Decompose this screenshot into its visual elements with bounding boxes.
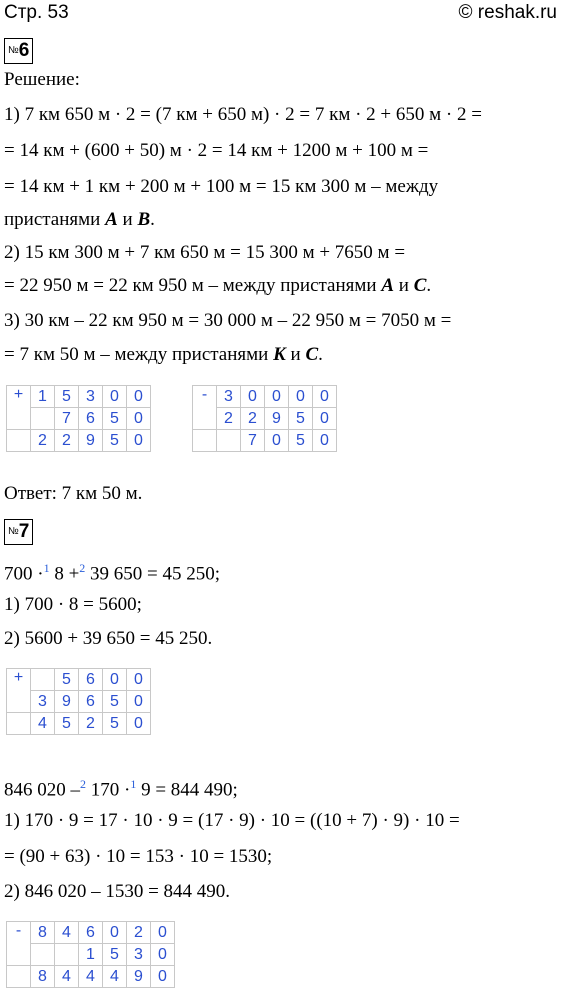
digit-cell: 8 bbox=[31, 966, 55, 988]
digit-cell bbox=[193, 430, 217, 452]
digit-cell: 0 bbox=[103, 922, 127, 944]
operator-plus: + bbox=[7, 386, 31, 430]
digit-cell: 1 bbox=[31, 386, 55, 408]
digit-cell: 0 bbox=[127, 669, 151, 691]
task6-line-6 bbox=[4, 274, 431, 298]
digit-cell: 5 bbox=[103, 713, 127, 735]
text: 9 = 844 490; bbox=[136, 779, 238, 801]
task-7-number-value: 7 bbox=[18, 521, 30, 542]
text: . bbox=[318, 344, 323, 365]
text: 170 · bbox=[86, 779, 131, 801]
digit-cell: 0 bbox=[265, 386, 289, 408]
task7-expression-2 bbox=[4, 772, 238, 802]
digit-cell: 7 bbox=[55, 408, 79, 430]
digit-cell: 4 bbox=[31, 713, 55, 735]
order-mark: 2 bbox=[79, 561, 86, 575]
task6-line-3: = 14 км + 1 км + 200 м + 100 м = 15 км 300 м – между bbox=[4, 176, 439, 197]
task6-line-8 bbox=[4, 343, 323, 367]
digit-cell: 0 bbox=[127, 430, 151, 452]
task6-line-7: 3) 30 км – 22 км 950 м = 30 000 м – 22 950 м = 7050 м = bbox=[4, 310, 452, 331]
text: и bbox=[117, 209, 138, 230]
text: 39 650 = 45 250; bbox=[85, 563, 221, 585]
digit-cell: 4 bbox=[79, 966, 103, 988]
digit-cell: 6 bbox=[79, 922, 103, 944]
task6-line-2: = 14 км + (600 + 50) м · 2 = 14 км + 1200 м + 100 м = bbox=[4, 140, 429, 161]
digit-cell: 0 bbox=[103, 669, 127, 691]
digit-cell: 5 bbox=[103, 430, 127, 452]
digit-cell: 4 bbox=[55, 966, 79, 988]
text: и bbox=[285, 344, 306, 365]
text: 846 020 – bbox=[4, 779, 80, 801]
digit-cell: 5 bbox=[103, 408, 127, 430]
subtraction-grid-task6 bbox=[192, 385, 337, 452]
digit-cell: 2 bbox=[127, 922, 151, 944]
digit-cell: 5 bbox=[289, 430, 313, 452]
digit-cell: 0 bbox=[289, 386, 313, 408]
task6-line-5: 2) 15 км 300 м + 7 км 650 м = 15 300 м + 7650 м = bbox=[4, 242, 406, 263]
task7-step-5: 2) 846 020 – 1530 = 844 490. bbox=[4, 881, 231, 902]
digit-cell bbox=[217, 430, 241, 452]
digit-cell: 7 bbox=[241, 430, 265, 452]
digit-cell: 6 bbox=[79, 669, 103, 691]
task6-line-4 bbox=[4, 208, 155, 232]
digit-cell: 3 bbox=[31, 691, 55, 713]
task7-step-3: 1) 170 · 9 = 17 · 10 · 9 = (17 · 9) · 10 = ((10 + 7) · 9) · 10 = bbox=[4, 810, 460, 831]
digit-cell: 4 bbox=[103, 966, 127, 988]
task-6-number-value: 6 bbox=[18, 40, 30, 61]
digit-cell: 1 bbox=[79, 944, 103, 966]
page-number: Стр. 53 bbox=[4, 2, 69, 23]
digit-cell: 3 bbox=[217, 386, 241, 408]
digit-cell: 5 bbox=[55, 386, 79, 408]
digit-cell: 6 bbox=[79, 691, 103, 713]
addition-grid-task6 bbox=[6, 385, 151, 452]
digit-cell bbox=[7, 713, 31, 735]
digit-cell: 0 bbox=[241, 386, 265, 408]
task7-expression-1 bbox=[4, 556, 220, 586]
digit-cell: 5 bbox=[55, 669, 79, 691]
text: . bbox=[150, 209, 155, 230]
digit-cell: 2 bbox=[55, 430, 79, 452]
digit-cell: 0 bbox=[127, 713, 151, 735]
task6-line-1: 1) 7 км 650 м · 2 = (7 км + 650 м) · 2 = 7 км · 2 + 650 м · 2 = bbox=[4, 104, 482, 125]
digit-cell: 0 bbox=[313, 386, 337, 408]
task7-step-2: 2) 5600 + 39 650 = 45 250. bbox=[4, 628, 213, 649]
digit-cell: 0 bbox=[313, 408, 337, 430]
digit-cell: 0 bbox=[127, 408, 151, 430]
digit-cell: 3 bbox=[79, 386, 103, 408]
text: и bbox=[394, 275, 414, 296]
digit-cell: 5 bbox=[103, 691, 127, 713]
pier-label: C bbox=[413, 275, 427, 296]
digit-cell: 9 bbox=[55, 691, 79, 713]
order-mark: 2 bbox=[80, 777, 86, 791]
pier-label: C bbox=[305, 344, 319, 365]
digit-cell: 0 bbox=[127, 691, 151, 713]
digit-cell: 0 bbox=[151, 944, 175, 966]
answer-task6: Ответ: 7 км 50 м. bbox=[4, 483, 143, 504]
task7-step-4: = (90 + 63) · 10 = 153 · 10 = 1530; bbox=[4, 846, 273, 867]
digit-cell: 9 bbox=[127, 966, 151, 988]
order-mark: 1 bbox=[43, 561, 50, 575]
digit-cell: 0 bbox=[151, 966, 175, 988]
addition-grid-task7 bbox=[6, 668, 151, 735]
order-mark: 1 bbox=[130, 777, 137, 791]
task7-step-1: 1) 700 · 8 = 5600; bbox=[4, 594, 142, 615]
pier-label: B bbox=[137, 209, 151, 230]
operator-plus: + bbox=[7, 669, 31, 713]
text: 8 + bbox=[49, 563, 80, 585]
digit-cell bbox=[55, 944, 79, 966]
digit-cell: 5 bbox=[103, 944, 127, 966]
digit-cell bbox=[31, 669, 55, 691]
pier-label: K bbox=[273, 344, 286, 365]
text: . bbox=[426, 275, 432, 296]
solution-label: Решение: bbox=[4, 69, 80, 90]
operator-minus: - bbox=[7, 922, 31, 966]
digit-cell bbox=[7, 966, 31, 988]
task-7-number: №7 bbox=[4, 519, 33, 545]
pier-label: A bbox=[381, 275, 395, 296]
text: = 22 950 м = 22 км 950 м – между пристанями bbox=[4, 275, 382, 296]
operator-minus: - bbox=[193, 386, 217, 430]
text: 700 · bbox=[4, 563, 44, 585]
digit-cell: 5 bbox=[55, 713, 79, 735]
digit-cell: 0 bbox=[127, 386, 151, 408]
task-6-number: №6 bbox=[4, 38, 33, 64]
subtraction-grid-task7 bbox=[6, 921, 175, 988]
digit-cell: 2 bbox=[31, 430, 55, 452]
digit-cell: 5 bbox=[289, 408, 313, 430]
site-credit: © reshak.ru bbox=[458, 2, 557, 23]
digit-cell: 0 bbox=[103, 386, 127, 408]
text: пристанями bbox=[4, 209, 106, 230]
digit-cell: 0 bbox=[265, 430, 289, 452]
digit-cell: 0 bbox=[151, 922, 175, 944]
digit-cell: 2 bbox=[241, 408, 265, 430]
digit-cell: 2 bbox=[79, 713, 103, 735]
pier-label: A bbox=[105, 209, 118, 230]
digit-cell: 8 bbox=[31, 922, 55, 944]
digit-cell: 9 bbox=[79, 430, 103, 452]
digit-cell: 2 bbox=[217, 408, 241, 430]
digit-cell: 4 bbox=[55, 922, 79, 944]
digit-cell: 3 bbox=[127, 944, 151, 966]
text: = 7 км 50 м – между пристанями bbox=[4, 344, 274, 365]
digit-cell bbox=[7, 430, 31, 452]
digit-cell: 9 bbox=[265, 408, 289, 430]
digit-cell: 6 bbox=[79, 408, 103, 430]
digit-cell bbox=[31, 944, 55, 966]
digit-cell: 0 bbox=[313, 430, 337, 452]
digit-cell bbox=[31, 408, 55, 430]
